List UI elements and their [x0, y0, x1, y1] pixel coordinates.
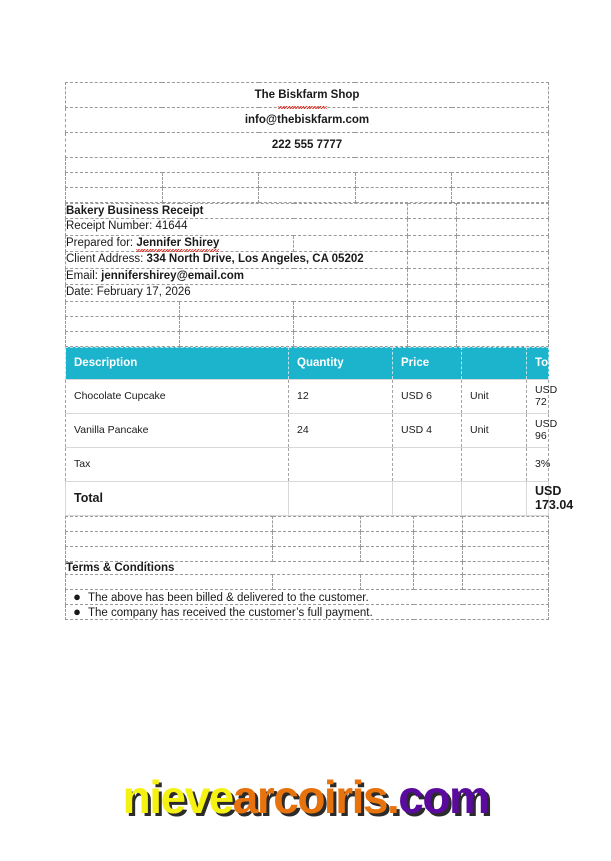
- page-title: Bakery Business Receipt: [66, 204, 408, 219]
- spacer-cell: [66, 301, 180, 316]
- receipt-document: [65, 82, 574, 620]
- spacer-cell: [66, 531, 273, 546]
- terms-table: [65, 516, 549, 620]
- spacer-cell: [259, 188, 356, 203]
- spacer-cell: [294, 235, 408, 252]
- cell-total: USD 173.04: [527, 481, 549, 515]
- shop-phone-row: [66, 133, 549, 158]
- spacer-cell: [294, 331, 408, 346]
- table-row: [66, 379, 549, 413]
- watermark-part-3: com: [398, 771, 489, 823]
- terms-bullet-cell: [66, 589, 549, 604]
- cell-unit: [462, 447, 527, 481]
- spacer-cell: [457, 268, 549, 285]
- spacer-cell: [463, 531, 549, 546]
- detail-label: Receipt Number:: [66, 220, 156, 233]
- spacer-cell: [294, 316, 408, 331]
- spacer-cell: [273, 546, 361, 561]
- list-item: [66, 604, 549, 619]
- shop-phone: 222 555 7777: [66, 133, 549, 158]
- spacer-cell: [162, 173, 259, 188]
- bullet-icon: ●: [73, 603, 81, 619]
- spacer-cell: [408, 331, 457, 346]
- spacer-cell: [457, 301, 549, 316]
- cell-price: USD 4: [393, 413, 462, 447]
- spacer-cell: [414, 561, 463, 574]
- spacer-cell: [414, 546, 463, 561]
- detail-row-email: [66, 268, 549, 285]
- spacer-row: [66, 173, 549, 188]
- detail-value: jennifershirey@email.com: [101, 269, 245, 282]
- cell-price: USD 6: [393, 379, 462, 413]
- spacer-row: [66, 531, 549, 546]
- cell-description: Vanilla Pancake: [66, 413, 289, 447]
- spacer-cell: [457, 285, 549, 302]
- spacer-cell: [408, 268, 457, 285]
- spacer-cell: [180, 331, 294, 346]
- cell-quantity: 24: [289, 413, 393, 447]
- spacer-cell: [66, 158, 549, 173]
- spacer-cell: [355, 188, 452, 203]
- shop-name-brand: Biskfarm: [278, 83, 327, 107]
- list-item: [66, 589, 549, 604]
- detail-receipt-number: [66, 219, 408, 236]
- table-row: [66, 413, 549, 447]
- column-header-quantity: Quantity: [289, 347, 393, 379]
- spacer-cell: [408, 219, 457, 236]
- spacer-cell: [457, 331, 549, 346]
- shop-email: info@thebiskfarm.com: [66, 108, 549, 133]
- shop-email-row: [66, 108, 549, 133]
- detail-label: Date:: [66, 286, 97, 299]
- cell-description: Tax: [66, 447, 289, 481]
- spacer-cell: [180, 316, 294, 331]
- cell-total: USD 96: [527, 413, 549, 447]
- spacer-cell: [66, 546, 273, 561]
- spacer-cell: [355, 173, 452, 188]
- detail-value: February 17, 2026: [96, 286, 191, 299]
- detail-value: Jennifer Shirey: [136, 236, 219, 252]
- spacer-cell: [66, 516, 273, 531]
- cell-price: [393, 481, 462, 515]
- spacer-cell: [463, 561, 549, 574]
- spacer-cell: [408, 252, 457, 269]
- shop-name-suffix: Shop: [327, 89, 360, 101]
- detail-label: Prepared for:: [66, 236, 137, 249]
- cell-quantity: 12: [289, 379, 393, 413]
- column-header-price: Price: [393, 347, 462, 379]
- terms-bullet-text: The company has received the customer’s full payment.: [88, 606, 373, 619]
- detail-prepared-for: [66, 235, 294, 252]
- spacer-row: [66, 158, 549, 173]
- spacer-cell: [408, 285, 457, 302]
- spacer-cell: [361, 531, 414, 546]
- spacer-cell: [361, 546, 414, 561]
- table-row-tax: [66, 447, 549, 481]
- spacer-row: [66, 301, 549, 316]
- spacer-row: [66, 331, 549, 346]
- cell-unit: Unit: [462, 379, 527, 413]
- spacer-cell: [273, 516, 361, 531]
- spacer-cell: [463, 516, 549, 531]
- spacer-cell: [66, 316, 180, 331]
- terms-title-row: [66, 561, 549, 574]
- terms-bullet-cell: [66, 604, 549, 619]
- shop-title-cell: [66, 83, 549, 108]
- detail-date: [66, 285, 408, 302]
- spacer-cell: [463, 546, 549, 561]
- section-title-row: [66, 204, 549, 219]
- cell-price: [393, 447, 462, 481]
- spacer-cell: [452, 173, 549, 188]
- shop-name-prefix: The: [254, 89, 279, 101]
- watermark-part-2: arcoiris.: [232, 771, 399, 823]
- terms-title: Terms & Conditions: [66, 561, 414, 574]
- shop-title-row: [66, 83, 549, 108]
- column-header-unit: [462, 347, 527, 379]
- spacer-cell: [273, 531, 361, 546]
- detail-email: [66, 268, 408, 285]
- items-header-row: [66, 347, 549, 379]
- spacer-cell: [66, 173, 163, 188]
- watermark-part-1: nieve: [122, 771, 233, 823]
- cell-description: Total: [66, 481, 289, 515]
- table-row-total: [66, 481, 549, 515]
- spacer-row: [66, 316, 549, 331]
- spacer-cell: [273, 574, 361, 589]
- spacer-cell: [66, 331, 180, 346]
- cell-unit: [462, 481, 527, 515]
- cell-quantity: [289, 481, 393, 515]
- detail-label: Email:: [66, 269, 102, 282]
- detail-value: 41644: [155, 220, 188, 233]
- spacer-cell: [66, 574, 273, 589]
- column-header-total: Total: [527, 347, 549, 379]
- spacer-cell: [414, 574, 463, 589]
- detail-client-address: [66, 252, 408, 269]
- cell-total: USD 72: [527, 379, 549, 413]
- spacer-cell: [457, 219, 549, 236]
- cell-total: 3%: [527, 447, 549, 481]
- spacer-row: [66, 516, 549, 531]
- receipt-details-table: [65, 203, 549, 347]
- column-header-description: Description: [66, 347, 289, 379]
- line-items-table: [65, 347, 574, 516]
- spacer-cell: [259, 173, 356, 188]
- spacer-cell: [162, 188, 259, 203]
- cell-quantity: [289, 447, 393, 481]
- detail-row-date: [66, 285, 549, 302]
- spacer-row: [66, 574, 549, 589]
- detail-value: 334 North Drive, Los Angeles, CA 05202: [146, 253, 364, 266]
- header-table: [65, 82, 549, 203]
- spacer-cell: [294, 301, 408, 316]
- bullet-icon: ●: [73, 588, 81, 604]
- spacer-cell: [463, 574, 549, 589]
- spacer-cell: [452, 188, 549, 203]
- spacer-cell: [414, 516, 463, 531]
- spacer-cell: [457, 204, 549, 219]
- spacer-cell: [408, 301, 457, 316]
- cell-unit: Unit: [462, 413, 527, 447]
- detail-label: Client Address:: [66, 253, 147, 266]
- spacer-cell: [457, 235, 549, 252]
- spacer-cell: [408, 235, 457, 252]
- spacer-cell: [361, 516, 414, 531]
- cell-description: Chocolate Cupcake: [66, 379, 289, 413]
- spacer-cell: [66, 188, 163, 203]
- spacer-cell: [457, 252, 549, 269]
- detail-row-receipt-number: [66, 219, 549, 236]
- spacer-cell: [361, 574, 414, 589]
- terms-bullet-text: The above has been billed & delivered to the customer.: [88, 591, 369, 604]
- spacer-cell: [408, 204, 457, 219]
- spacer-cell: [457, 316, 549, 331]
- spacer-row: [66, 546, 549, 561]
- detail-row-client-address: [66, 252, 549, 269]
- watermark: [0, 770, 611, 824]
- spacer-cell: [408, 316, 457, 331]
- spacer-cell: [180, 301, 294, 316]
- spacer-row: [66, 188, 549, 203]
- spacer-cell: [414, 531, 463, 546]
- detail-row-prepared-for: [66, 235, 549, 252]
